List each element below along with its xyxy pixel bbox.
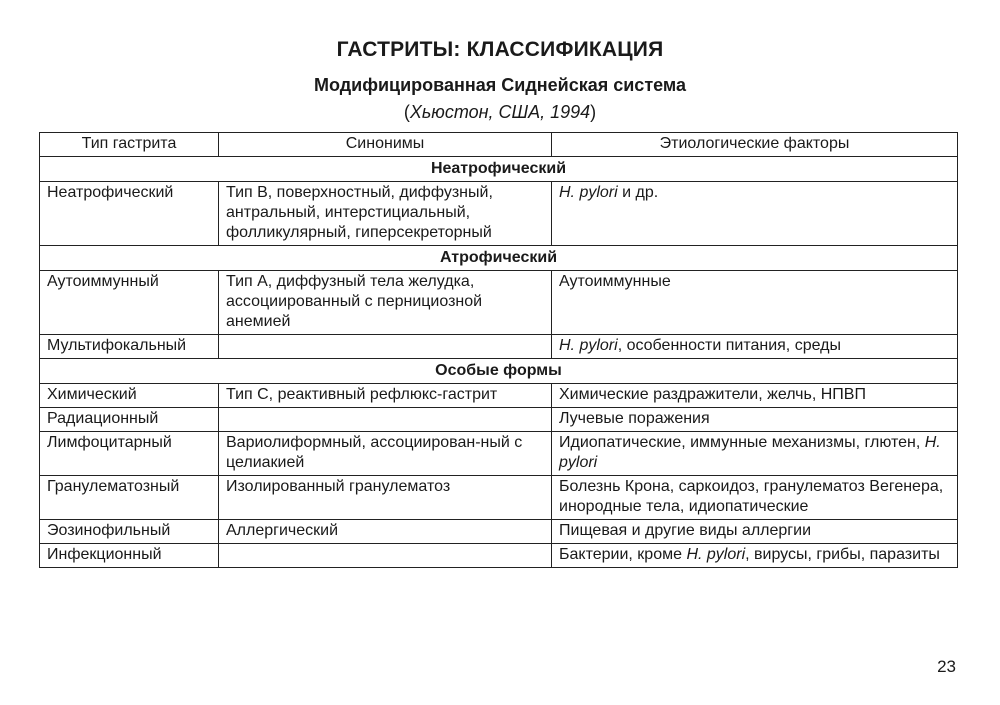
cell-etiology: Химические раздражители, желчь, НПВП — [552, 384, 958, 408]
table-row — [40, 384, 958, 408]
header-etiology: Этиологические факторы — [552, 133, 958, 157]
cell-type: Инфекционный — [40, 544, 219, 568]
page-number: 23 — [937, 657, 956, 676]
cell-synonyms: Изолированный гранулематоз — [219, 476, 552, 520]
source-citation: (Хьюстон, США, 1994) — [403, 102, 597, 122]
table-row — [40, 408, 958, 432]
table-row — [40, 520, 958, 544]
cell-type: Мультифокальный — [40, 335, 219, 359]
cell-etiology: H. pylori, особенности питания, среды — [552, 335, 958, 359]
cell-synonyms: Тип С, реактивный рефлюкс-гастрит — [219, 384, 552, 408]
section-row — [40, 157, 958, 182]
header-synonyms: Синонимы — [219, 133, 552, 157]
table-row — [40, 182, 958, 246]
section-special: Особые формы — [40, 359, 958, 384]
section-row — [40, 246, 958, 271]
cell-type: Неатрофический — [40, 182, 219, 246]
cell-etiology: Идиопатические, иммунные механизмы, глютен, H. pylori — [552, 432, 958, 476]
page-title: ГАСТРИТЫ: КЛАССИФИКАЦИЯ — [336, 38, 664, 61]
cell-type: Эозинофильный — [40, 520, 219, 544]
cell-type: Гранулематозный — [40, 476, 219, 520]
table-row — [40, 544, 958, 568]
cell-etiology: Болезнь Крона, саркоидоз, гранулематоз Вегенера, инородные тела, идиопатические — [552, 476, 958, 520]
cell-etiology: Аутоиммунные — [552, 271, 958, 335]
table-row — [40, 335, 958, 359]
subtitle: Модифицированная Сиднейская система — [313, 75, 686, 95]
cell-etiology: H. pylori и др. — [552, 182, 958, 246]
header-type: Тип гастрита — [40, 133, 219, 157]
table-row — [40, 432, 958, 476]
cell-synonyms: Тип В, поверхностный, диффузный, антральный, интерстициальный, фолликулярный, гиперсекреторный — [219, 182, 552, 246]
cell-synonyms — [219, 335, 552, 359]
cell-etiology: Лучевые поражения — [552, 408, 958, 432]
cell-synonyms: Тип А, диффузный тела желудка, ассоциированный с пернициозной анемией — [219, 271, 552, 335]
cell-type: Химический — [40, 384, 219, 408]
cell-synonyms — [219, 544, 552, 568]
table-header-row — [40, 133, 958, 157]
section-atrophic: Атрофический — [40, 246, 958, 271]
section-row — [40, 359, 958, 384]
cell-synonyms: Аллергический — [219, 520, 552, 544]
table-row — [40, 271, 958, 335]
cell-etiology: Бактерии, кроме H. pylori, вирусы, грибы, паразиты — [552, 544, 958, 568]
section-nonatrophic: Неатрофический — [40, 157, 958, 182]
cell-synonyms — [219, 408, 552, 432]
cell-etiology: Пищевая и другие виды аллергии — [552, 520, 958, 544]
source-text: Хьюстон, США, 1994 — [409, 102, 591, 122]
cell-type: Аутоиммунный — [40, 271, 219, 335]
cell-type: Радиационный — [40, 408, 219, 432]
table-row — [40, 476, 958, 520]
cell-synonyms: Вариолиформный, ассоциирован-ный с целиакией — [219, 432, 552, 476]
cell-type: Лимфоцитарный — [40, 432, 219, 476]
classification-table — [39, 132, 958, 568]
